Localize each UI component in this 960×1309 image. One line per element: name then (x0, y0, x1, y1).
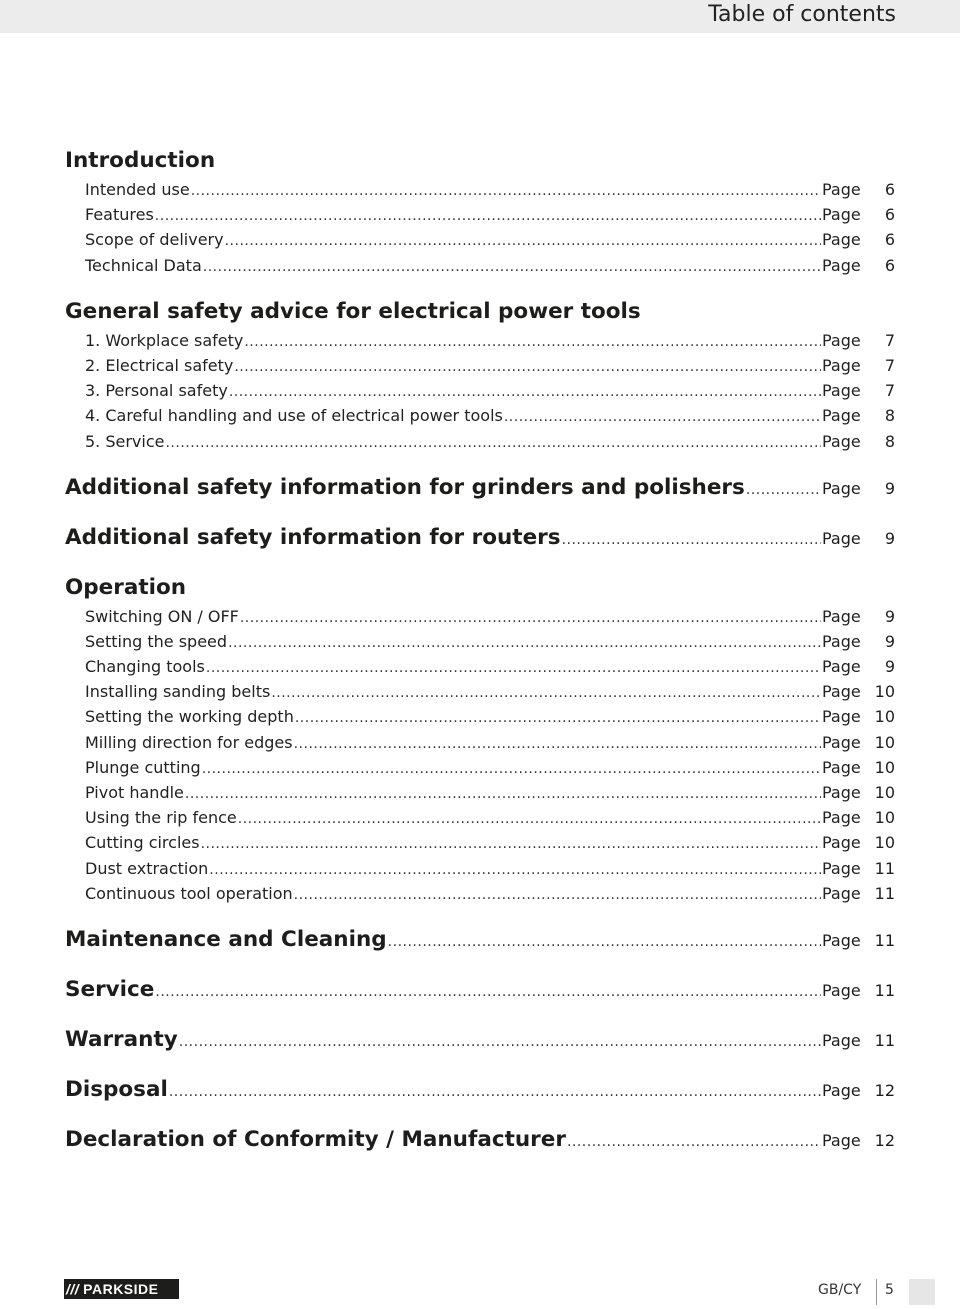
page-label: Page (822, 528, 861, 548)
page-number: 10 (874, 808, 895, 828)
toc-entry[interactable] (65, 378, 895, 403)
page-label: Page (822, 180, 861, 199)
dot-leader (567, 1126, 821, 1159)
page-label: Page (822, 980, 861, 1000)
page-label: Page (822, 381, 861, 401)
toc-entry[interactable] (65, 629, 895, 654)
page-number: 6 (884, 180, 895, 199)
toc-section-warranty[interactable] (65, 1023, 895, 1056)
toc-entry[interactable] (65, 328, 895, 353)
dot-leader (155, 204, 821, 229)
country-code: GB/CY (818, 1282, 862, 1298)
toc-entry-title: Features (85, 205, 154, 225)
toc-section-title: Additional safety information for routers (65, 524, 561, 550)
dot-leader (202, 757, 821, 782)
toc-entry[interactable] (65, 755, 895, 780)
page-label: Page (822, 1130, 861, 1150)
dot-leader (504, 405, 821, 430)
footer-tab-marker (909, 1279, 935, 1305)
header-band (0, 0, 960, 33)
toc-section-declaration[interactable] (65, 1123, 895, 1156)
toc-section-title: Warranty (65, 1026, 178, 1052)
toc-entry[interactable] (65, 704, 895, 729)
page-number: 11 (874, 930, 895, 950)
page-label: Page (822, 406, 861, 426)
dot-leader (240, 606, 821, 631)
toc-entry-title: Milling direction for edges (85, 732, 293, 752)
dot-leader (234, 355, 821, 380)
toc-section-grinders[interactable] (65, 471, 895, 504)
toc-entry-title: 5. Service (85, 431, 165, 451)
page-label: Page (822, 606, 861, 626)
toc-entry[interactable] (65, 604, 895, 629)
toc-section-maintenance[interactable] (65, 923, 895, 956)
dot-leader (185, 782, 821, 807)
page-number: 9 (884, 657, 895, 677)
toc-entry-title: Setting the working depth (85, 707, 294, 727)
toc-entry-title: Using the rip fence (85, 808, 237, 828)
toc-entry[interactable] (65, 856, 895, 881)
toc-section-disposal[interactable] (65, 1073, 895, 1106)
page-label: Page (822, 1080, 861, 1100)
toc-entry[interactable] (65, 780, 895, 805)
toc-entry[interactable] (65, 881, 895, 906)
section-heading-general-safety: General safety advice for electrical power tools (65, 298, 641, 324)
toc-entry[interactable] (65, 177, 895, 202)
toc-entry-title: Pivot handle (85, 783, 184, 802)
dot-leader (228, 631, 821, 656)
toc-entry[interactable] (65, 730, 895, 755)
page-number: 6 (884, 255, 895, 275)
toc-entry[interactable] (65, 403, 895, 428)
toc-section-routers[interactable] (65, 521, 895, 554)
toc-entry-title: 1. Workplace safety (85, 330, 244, 350)
page-label: Page (822, 707, 861, 727)
toc-entry-title: Switching ON / OFF (85, 606, 239, 626)
page-label: Page (822, 808, 861, 828)
toc-entry[interactable] (65, 679, 895, 704)
toc-entry-title: Plunge cutting (85, 757, 201, 777)
toc-entry-title: Continuous tool operation (85, 883, 293, 903)
page-label: Page (822, 205, 861, 225)
page-label: Page (822, 255, 861, 275)
page-number: 10 (874, 682, 895, 702)
toc-section-title: Maintenance and Cleaning (65, 926, 387, 952)
page-number: 9 (884, 631, 895, 651)
dot-leader (238, 807, 821, 832)
toc-entry-title: Changing tools (85, 657, 205, 677)
toc-entry[interactable] (65, 830, 895, 855)
toc-entry-title: 2. Electrical safety (85, 355, 234, 375)
dot-leader (294, 732, 821, 757)
page-label: Page (822, 930, 861, 950)
toc-section-title: Declaration of Conformity / Manufacturer (65, 1126, 566, 1152)
page-label: Page (822, 783, 861, 802)
page-label: Page (822, 230, 861, 250)
dot-leader (225, 229, 821, 254)
dot-leader (201, 832, 821, 857)
toc-section-service[interactable] (65, 973, 895, 1006)
page-number: 11 (874, 980, 895, 1000)
toc-entry-title: 3. Personal safety (85, 381, 228, 401)
page-label: Page (822, 657, 861, 677)
page-number: 11 (874, 1030, 895, 1050)
dot-leader (169, 1076, 821, 1109)
page-title: Table of contents (708, 2, 896, 27)
page-number: 10 (874, 833, 895, 853)
page-label: Page (822, 682, 861, 702)
page-number: 6 (884, 230, 895, 250)
dot-leader (206, 656, 821, 681)
page-label: Page (822, 732, 861, 752)
toc-entry-title: Intended use (85, 180, 190, 199)
toc-entry[interactable] (65, 253, 895, 278)
page-label: Page (822, 431, 861, 451)
dot-leader (155, 976, 821, 1009)
logo-text: PARKSIDE (83, 1281, 159, 1297)
section-heading-operation: Operation (65, 574, 187, 600)
dot-leader (203, 255, 821, 280)
page-number: 11 (874, 883, 895, 903)
toc-entry-title: Cutting circles (85, 833, 200, 853)
toc-section-title: Service (65, 976, 155, 1002)
dot-leader (271, 681, 821, 706)
dot-leader (294, 883, 821, 908)
toc-entry-title: Technical Data (85, 255, 202, 275)
dot-leader (388, 926, 821, 959)
page-number: 10 (874, 757, 895, 777)
page-number: 8 (884, 431, 895, 451)
dot-leader (165, 431, 821, 456)
page-number: 10 (874, 707, 895, 727)
page-label: Page (822, 833, 861, 853)
page-label: Page (822, 330, 861, 350)
toc-entry-title: 4. Careful handling and use of electrical power tools (85, 406, 503, 426)
toc-entry[interactable] (65, 805, 895, 830)
page-number: 12 (874, 1130, 895, 1150)
page-label: Page (822, 355, 861, 375)
page-number-footer: 5 (885, 1282, 894, 1298)
parkside-logo (64, 1279, 179, 1299)
toc-entry-title: Setting the speed (85, 631, 228, 651)
toc-section-title: Disposal (65, 1076, 168, 1102)
toc-entry-title: Dust extraction (85, 858, 209, 878)
dot-leader (229, 380, 821, 405)
page-label: Page (822, 858, 861, 878)
dot-leader (191, 179, 821, 204)
dot-leader (562, 524, 821, 557)
page-label: Page (822, 1030, 861, 1050)
page-number: 11 (874, 858, 895, 878)
toc-entry[interactable] (65, 353, 895, 378)
page-number: 9 (884, 528, 895, 548)
page-number: 6 (884, 205, 895, 225)
page-number: 7 (884, 330, 895, 350)
dot-leader (244, 330, 821, 355)
toc-entry[interactable] (65, 654, 895, 679)
page-label: Page (822, 757, 861, 777)
page-label: Page (822, 883, 861, 903)
page-label: Page (822, 478, 861, 498)
footer-divider (876, 1279, 877, 1305)
toc-entry[interactable] (65, 227, 895, 252)
toc-entry-title: Installing sanding belts (85, 682, 271, 702)
page-number: 10 (874, 783, 895, 802)
dot-leader (209, 858, 821, 883)
section-heading-introduction: Introduction (65, 148, 216, 173)
page-number: 9 (884, 606, 895, 626)
toc-entry[interactable] (65, 429, 895, 454)
page-number: 7 (884, 355, 895, 375)
table-of-contents (65, 144, 895, 1156)
toc-entry-title: Scope of delivery (85, 230, 224, 250)
page-number: 12 (874, 1080, 895, 1100)
dot-leader (179, 1026, 821, 1059)
toc-section-title: Additional safety information for grinders and polishers (65, 474, 745, 500)
page-label: Page (822, 631, 861, 651)
page-number: 10 (874, 732, 895, 752)
page-number: 7 (884, 381, 895, 401)
page-number: 9 (884, 478, 895, 498)
logo-slashes: /// (66, 1281, 80, 1297)
toc-entry[interactable] (65, 202, 895, 227)
dot-leader (295, 706, 821, 731)
dot-leader (746, 474, 821, 507)
page-number: 8 (884, 406, 895, 426)
